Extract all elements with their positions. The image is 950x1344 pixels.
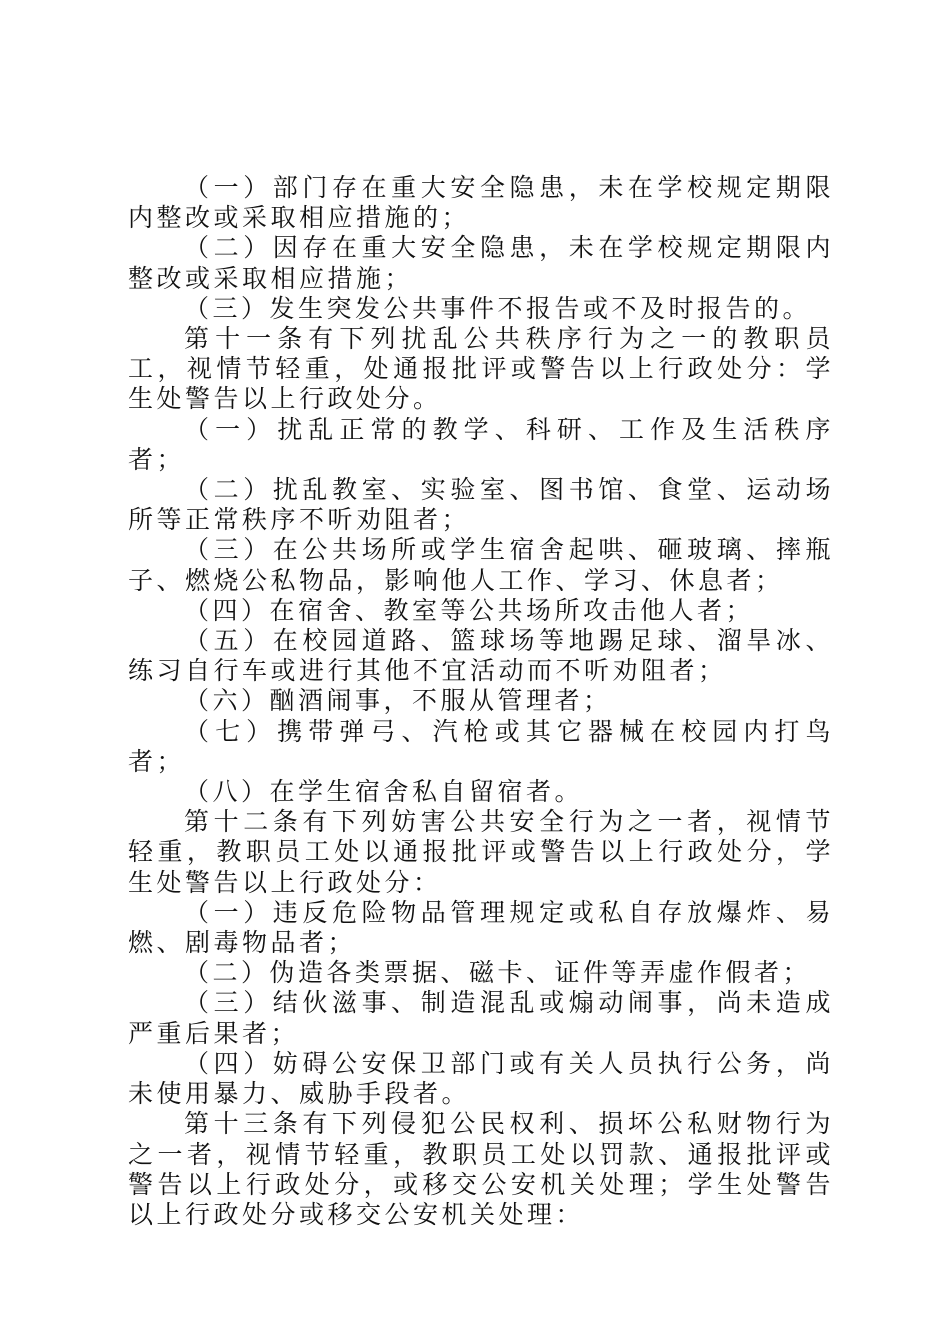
paragraph: （二）因存在重大安全隐患，未在学校规定期限内整改或采取相应措施； — [128, 233, 834, 293]
paragraph: （三）发生突发公共事件不报告或不及时报告的。 — [184, 293, 812, 323]
paragraph: （五）在校园道路、篮球场等地踢足球、溜旱冰、练习自行车或进行其他不宜活动而不听劝阻者； — [128, 626, 834, 686]
paragraph: （四）在宿舍、教室等公共场所攻击他人者； — [184, 595, 755, 625]
article-paragraph: 第十一条有下列扰乱公共秩序行为之一的教职员工，视情节轻重，处通报批评或警告以上行政处分：学生处警告以上行政处分。 — [128, 324, 834, 414]
paragraph: （四）妨碍公安保卫部门或有关人员执行公务，尚未使用暴力、威胁手段者。 — [128, 1048, 834, 1109]
document-body — [128, 173, 834, 1230]
article-paragraph: 第十二条有下列妨害公共安全行为之一者，视情节轻重，教职员工处以通报批评或警告以上行政处分，学生处警告以上行政处分： — [128, 807, 834, 897]
paragraph: （三）在公共场所或学生宿舍起哄、砸玻璃、摔瓶子、燃烧公私物品，影响他人工作、学习、休息者； — [128, 535, 834, 595]
paragraph: （二）伪造各类票据、磁卡、证件等弄虚作假者； — [184, 958, 812, 988]
paragraph: （一）违反危险物品管理规定或私自存放爆炸、易燃、剧毒物品者； — [128, 897, 834, 958]
article-paragraph: 第十三条有下列侵犯公民权利、损坏公私财物行为之一者，视情节轻重，教职员工处以罚款、通报批评或警告以上行政处分，或移交公安机关处理；学生处警告以上行政处分或移交公安机关处理： — [128, 1109, 834, 1229]
paragraph: （一）扰乱正常的教学、科研、工作及生活秩序者； — [128, 414, 834, 474]
paragraph: （三）结伙滋事、制造混乱或煽动闹事，尚未造成严重后果者； — [128, 988, 834, 1048]
paragraph: （一）部门存在重大安全隐患，未在学校规定期限内整改或采取相应措施的； — [128, 173, 834, 233]
paragraph: （八）在学生宿舍私自留宿者。 — [184, 777, 584, 807]
paragraph: （六）酗酒闹事，不服从管理者； — [184, 686, 612, 716]
paragraph: （七）携带弹弓、汽枪或其它器械在校园内打鸟者； — [128, 716, 834, 776]
paragraph: （二）扰乱教室、实验室、图书馆、食堂、运动场所等正常秩序不听劝阻者； — [128, 475, 834, 535]
